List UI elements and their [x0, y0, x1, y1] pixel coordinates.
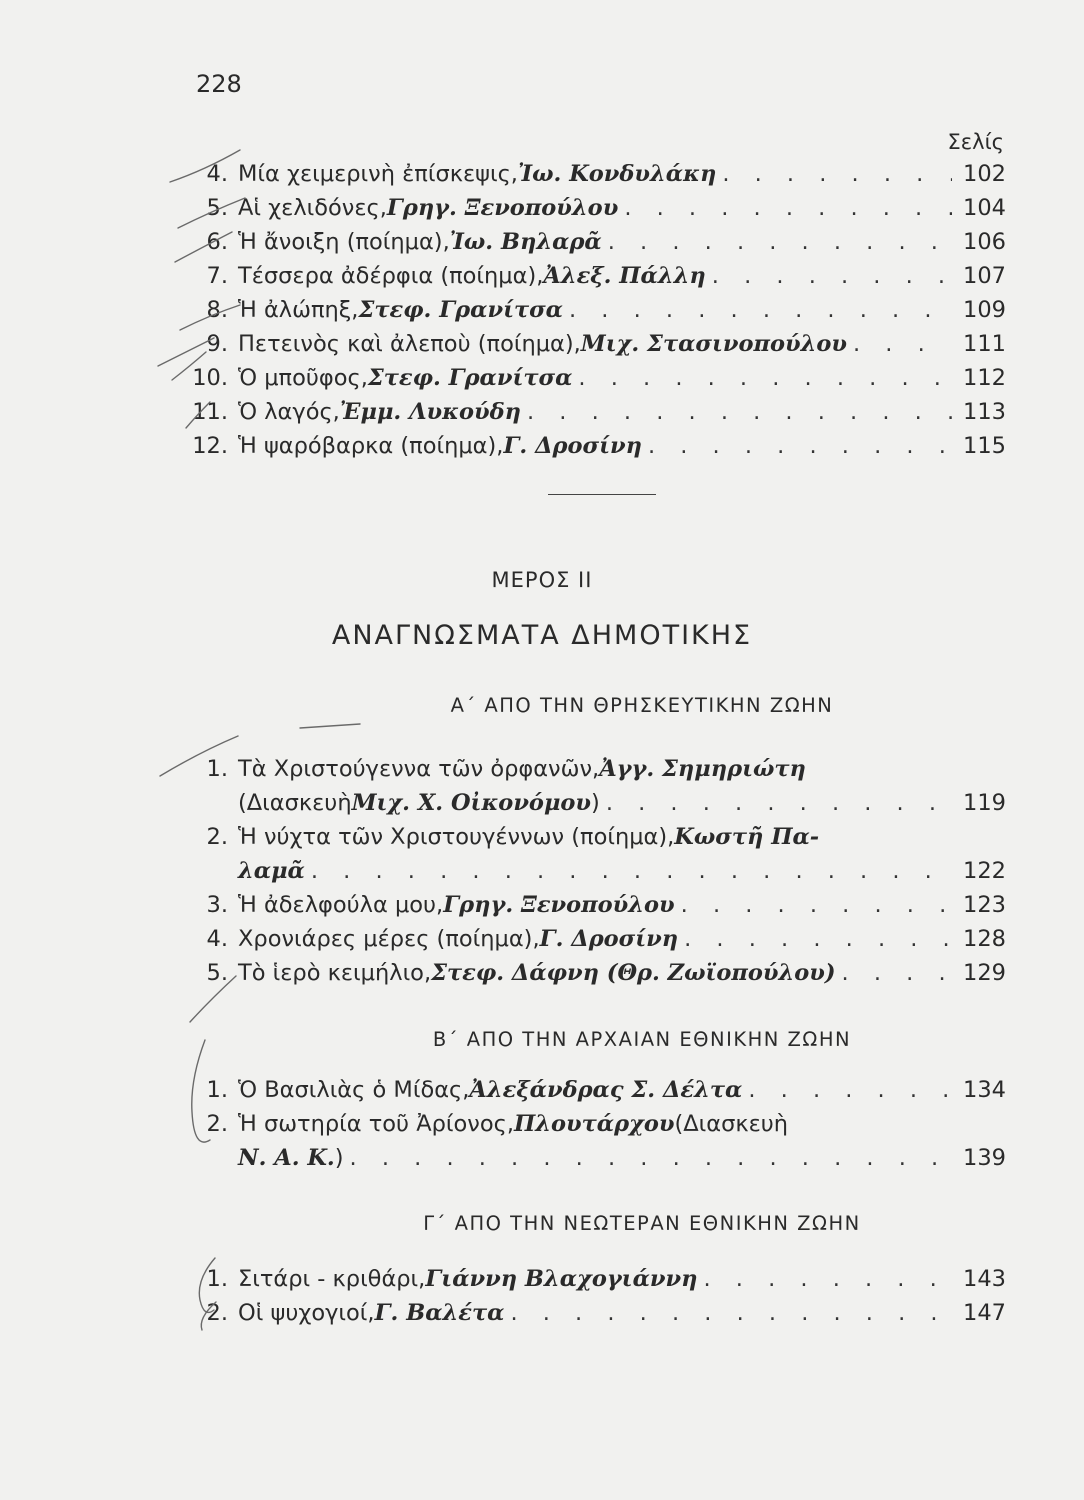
leader-dots — [569, 293, 952, 327]
toc-entry: 6. Ἡ ἄνοιξη (ποίημα), Ἰω. Βηλαρᾶ . . . 106 — [190, 225, 1006, 259]
page-ref: 134 — [963, 1077, 1006, 1103]
divider-rule — [548, 494, 656, 495]
leader-dots — [722, 157, 952, 191]
leader-dots — [681, 888, 952, 922]
page-ref: 104 — [963, 195, 1006, 221]
page-ref: 139 — [963, 1145, 1006, 1171]
leader-dots — [712, 259, 952, 293]
leader-dots — [853, 327, 952, 361]
section-heading-a: Α΄ ΑΠΟ ΤΗΝ ΘΡΗΣΚΕΥΤΙΚΗΝ ΖΩΗΝ — [450, 694, 834, 717]
toc-entry: 3. Ἡ ἀδελφούλα μου, Γρηγ. Ξενοπούλου . . . 123 — [190, 888, 1006, 922]
section-heading-c: Γ΄ ΑΠΟ ΤΗΝ ΝΕΩΤΕΡΑΝ ΕΘΝΙΚΗΝ ΖΩΗΝ — [423, 1212, 861, 1235]
toc-entry: 9. Πετεινὸς καὶ ἀλεποὺ (ποίημα), Μιχ. Στασινοπούλου . . . 111 — [190, 327, 1006, 361]
toc-entry: 11. Ὁ λαγός, Ἐμμ. Λυκούδη . . . 113 — [190, 395, 1006, 429]
leader-dots — [350, 1141, 952, 1175]
toc-entry: 8. Ἡ ἀλώπηξ, Στεφ. Γρανίτσα . . . 109 — [190, 293, 1006, 327]
page-ref: 119 — [963, 790, 1006, 816]
page-ref: 107 — [963, 263, 1006, 289]
leader-dots — [748, 1073, 952, 1107]
page-ref: 113 — [963, 399, 1006, 425]
page-number: 228 — [196, 70, 242, 98]
leader-dots — [842, 956, 952, 990]
page-ref: 109 — [963, 297, 1006, 323]
leader-dots — [684, 922, 952, 956]
toc-entry: 1. Τὰ Χριστούγεννα τῶν ὀρφανῶν, Ἀγγ. Σημηριώτη — [206, 756, 806, 782]
pencil-stroke — [300, 724, 360, 728]
page-ref: 128 — [963, 926, 1006, 952]
page-ref: 147 — [963, 1300, 1006, 1326]
page-ref: 123 — [963, 892, 1006, 918]
page-ref: 122 — [963, 858, 1006, 884]
toc-section-c — [190, 1262, 1006, 1330]
leader-dots — [578, 361, 952, 395]
page-ref: 143 — [963, 1266, 1006, 1292]
page-ref: 115 — [963, 433, 1006, 459]
page-ref: 106 — [963, 229, 1006, 255]
toc-entry: 7. Τέσσερα ἀδέρφια (ποίημα), Ἀλεξ. Πάλλη . . . 107 — [190, 259, 1006, 293]
leader-dots — [608, 225, 952, 259]
toc-entry-continuation: λαμᾶ . . . 122 — [190, 854, 1006, 888]
leader-dots — [510, 1296, 952, 1330]
toc-entry-continuation: Ν. Α. Κ. ) . . . 139 — [190, 1141, 1006, 1175]
leader-dots — [703, 1262, 952, 1296]
part-title: ΑΝΑΓΝΩΣΜΑΤΑ ΔΗΜΟΤΙΚΗΣ — [331, 620, 753, 651]
toc-entry: 5. Τὸ ἱερὸ κειμήλιο, Στεφ. Δάφνη (Θρ. Ζωϊοπούλου) . . . 129 — [190, 956, 1006, 990]
toc-entry: 4. Χρονιάρες μέρες (ποίημα), Γ. Δροσίνη . . . 128 — [190, 922, 1006, 956]
toc-section-a — [190, 752, 1006, 990]
page-ref: 112 — [963, 365, 1006, 391]
page-ref: 111 — [963, 331, 1006, 357]
leader-dots — [606, 786, 952, 820]
leader-dots — [648, 429, 952, 463]
toc-group-1 — [190, 157, 1006, 463]
toc-entry: 12. Ἡ ψαρόβαρκα (ποίημα), Γ. Δροσίνη . . . 115 — [190, 429, 1006, 463]
toc-entry: 1. Σιτάρι - κριθάρι, Γιάννη Βλαχογιάννη . . . 143 — [190, 1262, 1006, 1296]
toc-entry-continuation: (Διασκευὴ Μιχ. Χ. Οἰκονόμου ) . . . 119 — [190, 786, 1006, 820]
part-label: ΜΕΡΟΣ ΙΙ — [491, 568, 593, 592]
toc-entry: 2. Ἡ νύχτα τῶν Χριστουγέννων (ποίημα), Κωστῆ Πα- — [206, 824, 820, 850]
leader-dots — [527, 395, 952, 429]
toc-entry: 5. Αἱ χελιδόνες, Γρηγ. Ξενοπούλου . . . 104 — [190, 191, 1006, 225]
page-ref: 129 — [963, 960, 1006, 986]
leader-dots — [624, 191, 952, 225]
toc-entry: 2. Οἱ ψυχογιοί, Γ. Βαλέτα . . . 147 — [190, 1296, 1006, 1330]
page-ref: 102 — [963, 161, 1006, 187]
toc-entry: 2. Ἡ σωτηρία τοῦ Ἀρίονος, Πλουτάρχου (Διασκευὴ — [206, 1111, 789, 1137]
section-heading-b: Β΄ ΑΠΟ ΤΗΝ ΑΡΧΑΙΑΝ ΕΘΝΙΚΗΝ ΖΩΗΝ — [432, 1028, 852, 1051]
leader-dots — [311, 854, 952, 888]
page-column-header: Σελίς — [947, 130, 1004, 154]
toc-entry: 10. Ὁ μποῦφος, Στεφ. Γρανίτσα . . . 112 — [190, 361, 1006, 395]
toc-section-b — [190, 1073, 1006, 1175]
toc-entry: 1. Ὁ Βασιλιὰς ὁ Μίδας, Ἀλεξάνδρας Σ. Δέλτα . . . 134 — [190, 1073, 1006, 1107]
toc-entry: 4. Μία χειμερινὴ ἐπίσκεψις, Ἰω. Κονδυλάκη . . . 102 — [190, 157, 1006, 191]
